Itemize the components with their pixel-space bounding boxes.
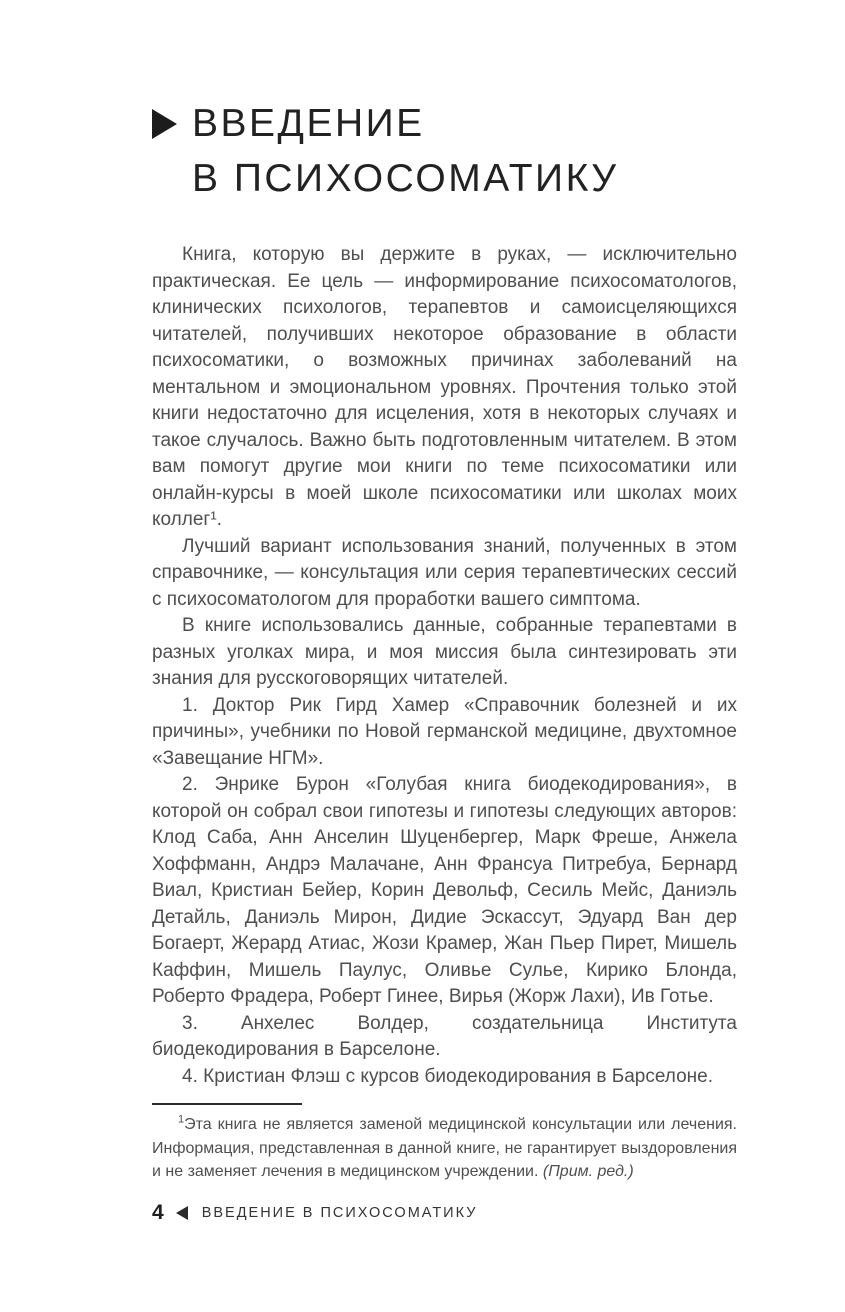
running-title: ВВЕДЕНИЕ В ПСИХОСОМАТИКУ [201,1205,478,1221]
footnote-block [152,1103,737,1184]
chapter-title-text-2: В ПСИХОСОМАТИКУ [192,157,619,200]
footnote-editor-note: (Прим. ред.) [542,1163,634,1180]
page-number: 4 [152,1201,164,1224]
paragraph: В книге использовались данные, собранные терапевтами в разных уголках мира, и моя миссия была синтезировать эти знания для русскоговорящих читателей. [152,615,737,689]
footnote-text: Эта книга не является заменой медицинской консультации или лечения. Информация, представленная в данной книге, не гарантирует выздоровления и не заменяет лечения в медицинском учреждении. [152,1116,737,1180]
paragraph: 1. Доктор Рик Гирд Хамер «Справочник болезней и их причины», учебники по Новой германской медицине, двухтомное «Завещание НГМ». [152,694,737,769]
page-content [152,96,737,1090]
footnote-divider [152,1103,302,1105]
body-text [152,242,737,1090]
footnote [152,1113,737,1184]
footer-arrow-icon [176,1206,188,1220]
paragraph: 2. Энрике Бурон «Голубая книга биодекодирования», в которой он собрал свои гипотезы и гипотезы следующих авторов: Клод Саба, Анн Анселин Шуценбергер, Марк Фреше, Анжела Хоффманн, Андрэ Малачане, Анн Франсуа Питребуа, Бернард Виал, Кристиан Бейер, Корин Девольф, Сесиль Мейс, Даниэль Детайль, Даниэль Мирон, Дидие Эскассут, Эдуард Ван дер Богаерт, Жерард Атиас, Жози Крамер, Жан Пьер Пирет, Мишель Каффин, Мишель Паулус, Оливье Сулье, Кирико Блонда, Роберто Фрадера, Роберт Гинее, Вирья (Жорж Лахи), Ив Готье. [152,774,737,1007]
chapter-title [152,96,737,206]
chapter-title-line2 [152,151,737,206]
chapter-title-text-1: ВВЕДЕНИЕ [192,102,425,145]
footnote-marker: 1 [178,1113,185,1126]
chapter-marker-icon [152,109,177,139]
paragraph: Книга, которую вы держите в руках, — исключительно практическая. Ее цель — информирование психосоматологов, клинических психологов, терапевтов и самоисцеляющихся читателей, получивших некоторое образование в области психосоматики, о возможных причинах заболеваний на ментальном и эмоциональном уровнях. Прочтения только этой книги недостаточно для исцеления, хотя в некоторых случаях и такое случалось. Важно быть подготовленным читателем. В этом вам помогут другие мои книги по теме психосоматики или онлайн-курсы в моей школе психосоматики или школах моих коллег¹. [152,244,737,530]
paragraph: 3. Анхелес Волдер, создательница Института биодекодирования в Барселоне. [152,1012,737,1060]
paragraph: Лучший вариант использования знаний, полученных в этом справочнике, — консультация или серия терапевтических сессий с психосоматологом для проработки вашего симптома. [152,535,737,610]
page-footer [152,1201,477,1225]
paragraph: 4. Кристиан Флэш с курсов биодекодирования в Барселоне. [182,1065,713,1087]
chapter-title-line1 [152,96,737,151]
